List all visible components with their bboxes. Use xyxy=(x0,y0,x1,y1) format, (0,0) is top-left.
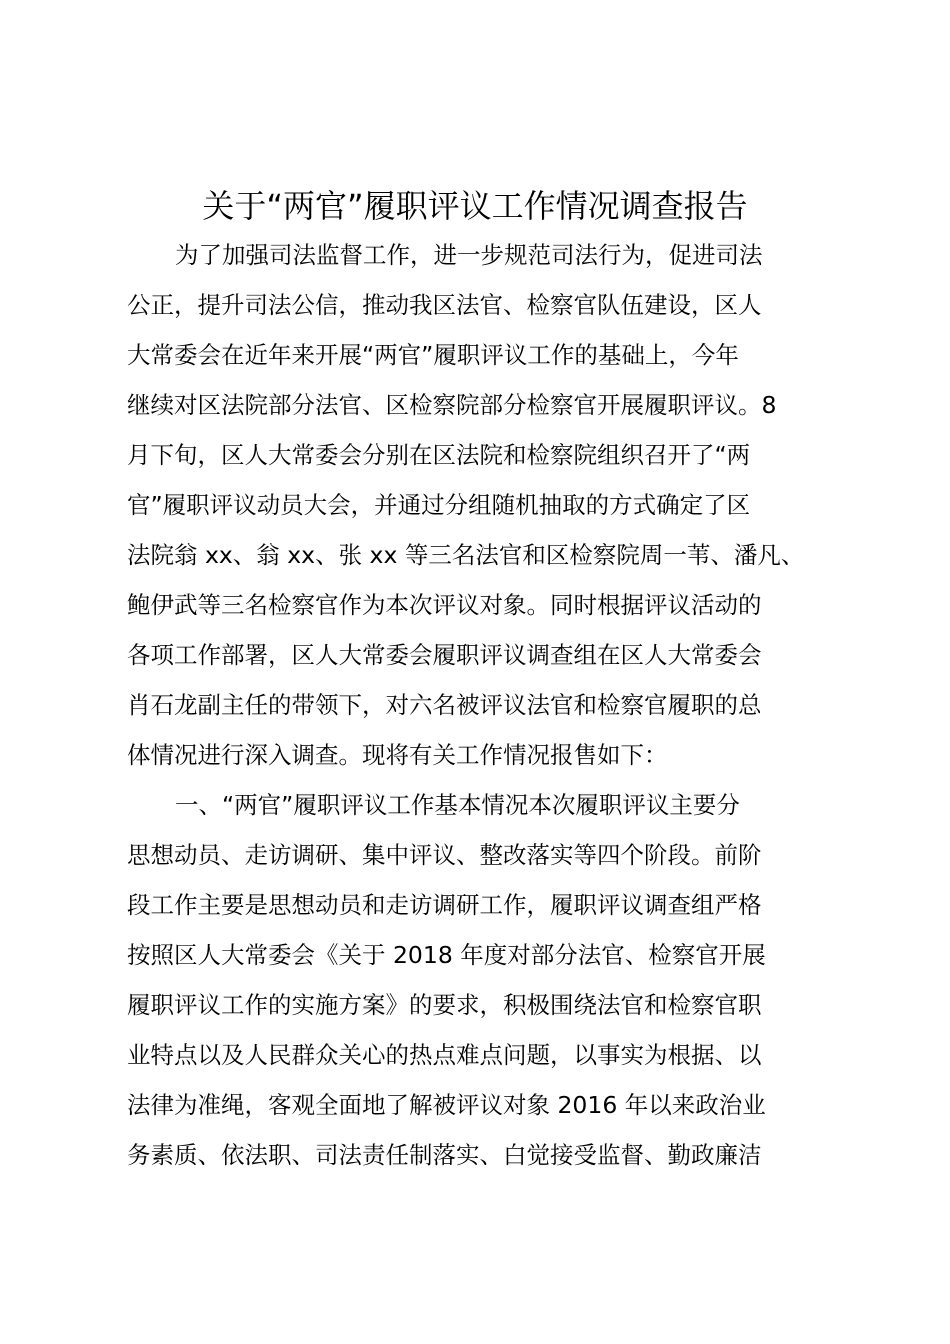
paragraph-line: 体情况进行深入调查。现将有关工作情况报售如下： xyxy=(127,741,668,769)
paragraph-line: 公正，提升司法公信，推动我区法官、检察官队伍建设，区人 xyxy=(127,291,762,319)
paragraph-line: 官”履职评议动员大会，并通过分组随机抽取的方式确定了区 xyxy=(127,491,751,519)
paragraph-line: 法律为准绳，客观全面地了解被评议对象 2016 年以来政治业 xyxy=(127,1091,766,1119)
paragraph-line: 按照区人大常委会《关于 2018 年度对部分法官、检察官开展 xyxy=(127,941,766,969)
paragraph-line: 务素质、依法职、司法责任制落实、白觉接受监督、勤政廉洁 xyxy=(127,1141,762,1169)
paragraph-line: 大常委会在近年来开展“两官”履职评议工作的基础上，今年 xyxy=(127,341,739,369)
document-title: 关于“两官”履职评议工作情况调查报告 xyxy=(202,187,748,225)
paragraph-line: 业特点以及人民群众关心的热点难点问题，以事实为根据、以 xyxy=(127,1041,762,1069)
paragraph-line: 月下旬，区人大常委会分别在区法院和检察院组织召开了“两 xyxy=(127,441,751,469)
paragraph-line: 继续对区法院部分法官、区检察院部分检察官开展履职评议。8 xyxy=(127,391,777,419)
paragraph-line: 履职评议工作的实施方案》的要求，积极围绕法官和检察官职 xyxy=(127,991,762,1019)
section-heading-line: 一、“两官”履职评议工作基本情况本次履职评议主要分 xyxy=(175,791,740,819)
paragraph-line: 各项工作部署，区人大常委会履职评议调查组在区人大常委会 xyxy=(127,641,762,669)
paragraph-line: 段工作主要是思想动员和走访调研工作，履职评议调查组严格 xyxy=(127,891,762,919)
document-body xyxy=(127,230,847,1180)
paragraph-line: 肖石龙副主任的带领下，对六名被评议法官和检察官履职的总 xyxy=(127,691,762,719)
paragraph-line: 为了加强司法监督工作，进一步规范司法行为，促进司法 xyxy=(175,241,763,269)
paragraph-line: 法院翁 xx、翁 xx、张 xx 等三名法官和区检察院周一苇、潘凡、 xyxy=(127,541,805,569)
paragraph-line: 鲍伊武等三名检察官作为本次评议对象。同时根据评议活动的 xyxy=(127,591,762,619)
paragraph-line: 思想动员、走访调研、集中评议、整改落实等四个阶段。前阶 xyxy=(127,841,762,869)
